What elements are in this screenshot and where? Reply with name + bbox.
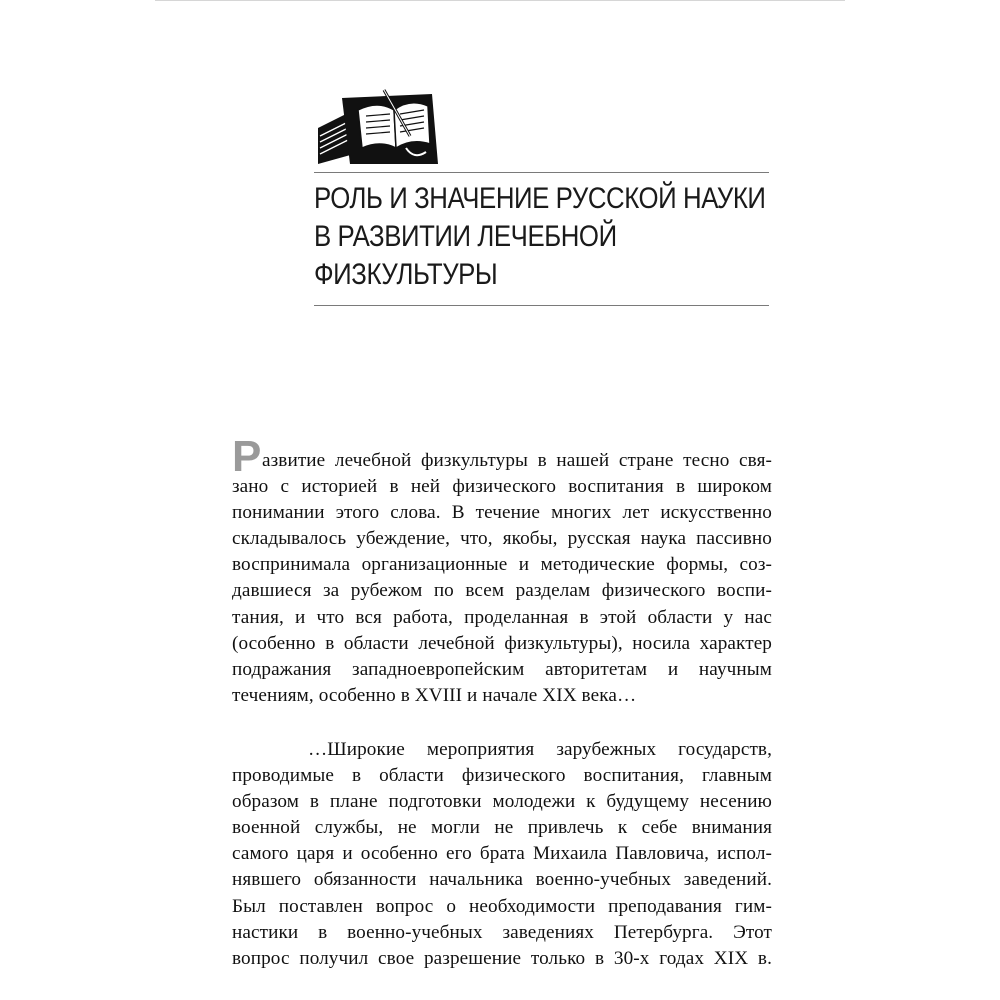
paragraph-line: (особенно в области лечебной физкультуры), носила характер bbox=[232, 632, 772, 654]
paragraph-line: воспринимала организационные и методические формы, соз- bbox=[232, 554, 772, 576]
paragraph-line: понимании этого слова. В течение многих лет искусственно bbox=[232, 502, 772, 524]
open-book-icon bbox=[314, 88, 440, 164]
chapter-title-line: ФИЗКУЛЬТУРЫ bbox=[314, 258, 498, 291]
chapter-title bbox=[314, 180, 766, 294]
chapter-title-line: В РАЗВИТИИ ЛЕЧЕБНОЙ bbox=[314, 220, 617, 253]
paragraph-line: военной службы, не могли не привлечь к себе внимания bbox=[232, 817, 772, 839]
chapter-title-line: РОЛЬ И ЗНАЧЕНИЕ РУССКОЙ НАУКИ bbox=[314, 182, 766, 215]
paragraph-line: нявшего обязанности начальника военно-учебных заведений. bbox=[232, 869, 772, 891]
paragraph-line: вопрос получил свое разрешение только в 30-х годах XIX в. bbox=[232, 947, 772, 969]
paragraph-line: азвитие лечебной физкультуры в нашей стране тесно свя- bbox=[262, 450, 772, 471]
paragraph-line: складывалось убеждение, что, якобы, русская наука пассивно bbox=[232, 528, 772, 550]
paragraph-line: подражания западноевропейским авторитетам и научным bbox=[232, 658, 772, 680]
paragraph-one bbox=[232, 448, 772, 709]
paragraph-line: настики в военно-учебных заведениях Петербурга. Этот bbox=[232, 921, 772, 943]
drop-cap: Р bbox=[232, 432, 262, 481]
paragraph-line: Был поставлен вопрос о необходимости преподавания гим- bbox=[232, 895, 772, 917]
paragraph-line: течениям, особенно в XVIII и начале XIX века… bbox=[232, 684, 637, 706]
paragraph-line: …Широкие мероприятия зарубежных государств, bbox=[308, 739, 772, 760]
paragraph-line: зано с историей в ней физического воспитания в широком bbox=[232, 476, 772, 498]
paragraph-line: давшиеся за рубежом по всем разделам физического воспи- bbox=[232, 580, 772, 602]
paragraph-two bbox=[232, 737, 772, 972]
paragraph-line: образом в плане подготовки молодежи к будущему несению bbox=[232, 791, 772, 813]
page-top-edge bbox=[0, 0, 1000, 8]
paragraph-line: тания, и что вся работа, проделанная в этой области у нас bbox=[232, 606, 772, 628]
paragraph-line: проводимые в области физического воспитания, главным bbox=[232, 765, 772, 787]
title-rule-top bbox=[314, 172, 769, 173]
title-rule-bottom bbox=[314, 305, 769, 306]
paragraph-line: самого царя и особенно его брата Михаила Павловича, испол- bbox=[232, 843, 772, 865]
